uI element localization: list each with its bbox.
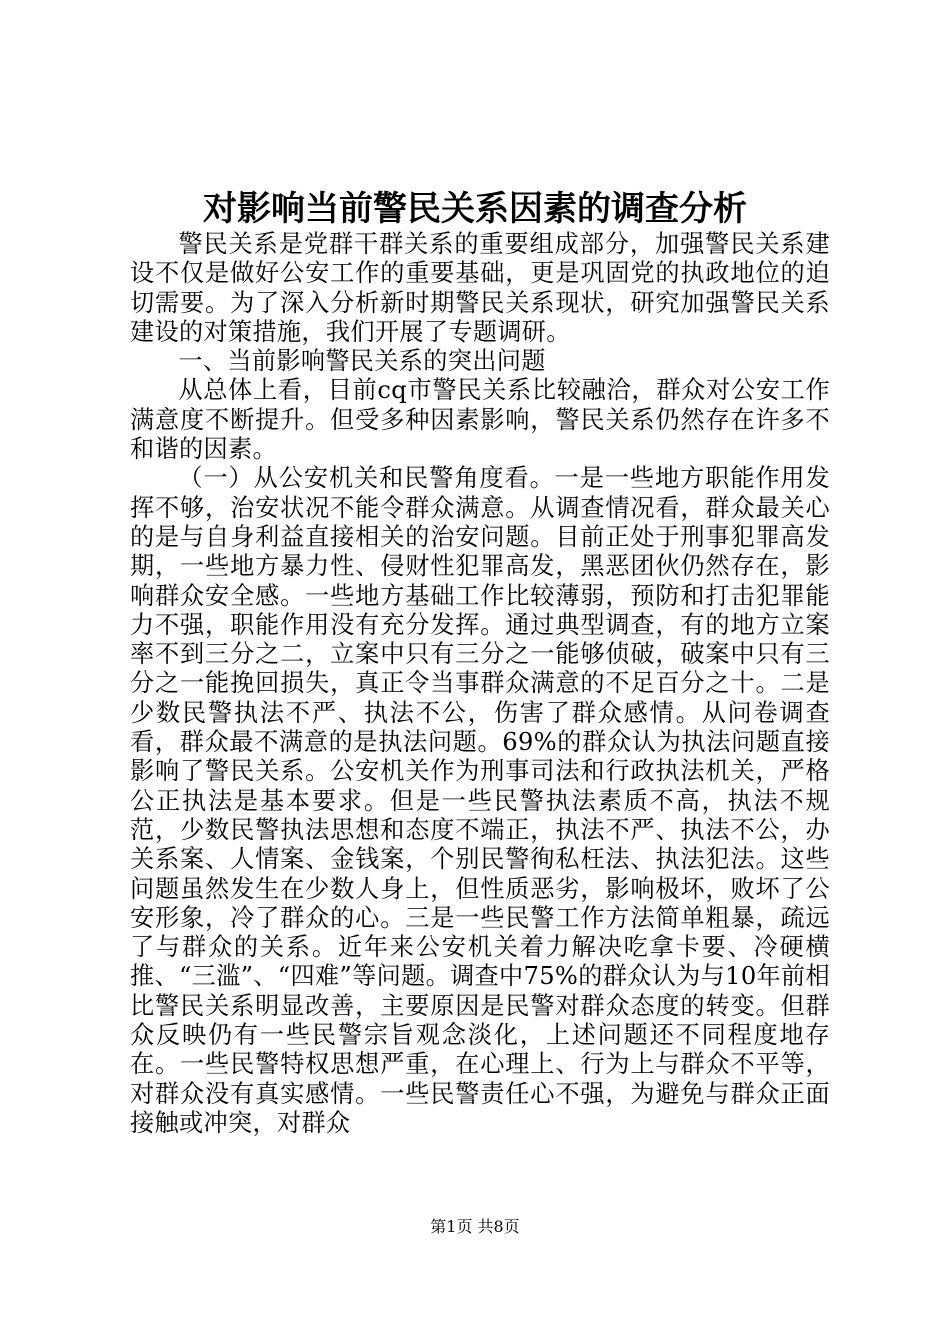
paragraph-subsection-1: （一）从公安机关和民警角度看。一是一些地方职能作用发挥不够，治安状况不能令群众满意。从调查情况看，群众最关心的是与自身利益直接相关的治安问题。目前正处于刑事犯罪高发期，一些地方暴力性、侵财性犯罪高发，黑恶团伙仍然存在，影响群众安全感。一些地方基础工作比较薄弱，预防和打击犯罪能力不强，职能作用没有充分发挥。通过典型调查，有的地方立案率不到三分之二，立案中只有三分之一能够侦破，破案中只有三分之一能挽回损失，真正令当事群众满意的不足百分之十。二是少数民警执法不严、执法不公，伤害了群众感情。从问卷调查看，群众最不满意的是执法问题。69%的群众认为执法问题直接影响了警民关系。公安机关作为刑事司法和行政执法机关，严格公正执法是基本要求。但是一些民警执法素质不高，执法不规范，少数民警执法思想和态度不端正，执法不严、执法不公，办关系案、人情案、金钱案，个别民警徇私枉法、执法犯法。这些问题虽然发生在少数人身上，但性质恶劣，影响极坏，败坏了公安形象，冷了群众的心。三是一些民警工作方法简单粗暴，疏远了与群众的关系。近年来公安机关着力解决吃拿卡要、冷硬横推、“三滥”、“四难”等问题。调查中75%的群众认为与10年前相比警民关系明显改善，主要原因是民警对群众态度的转变。但群众反映仍有一些民警宗旨观念淡化，上述问题还不同程度地存在。一些民警特权思想严重，在心理上、行为上与群众不平等，对群众没有真实感情。一些民警责任心不强，为避免与群众正面接触或冲突，对群众 [130, 464, 830, 1137]
section-heading: 一、当前影响警民关系的突出问题 [178, 347, 546, 376]
paragraph-intro: 警民关系是党群干群关系的重要组成部分，加强警民关系建设不仅是做好公安工作的重要基础，更是巩固党的执政地位的迫切需要。为了深入分析新时期警民关系现状，研究加强警民关系建设的对策措施，我们开展了专题调研。 [130, 230, 830, 346]
paragraph-overview: 从总体上看，目前cq市警民关系比较融洽，群众对公安工作满意度不断提升。但受多种因素影响，警民关系仍然存在许多不和谐的因素。 [130, 376, 830, 464]
document-title: 对影响当前警民关系因素的调查分析 [203, 189, 747, 229]
page-footer: 第1页 共8页 [430, 1217, 520, 1236]
document-body [130, 230, 830, 1138]
